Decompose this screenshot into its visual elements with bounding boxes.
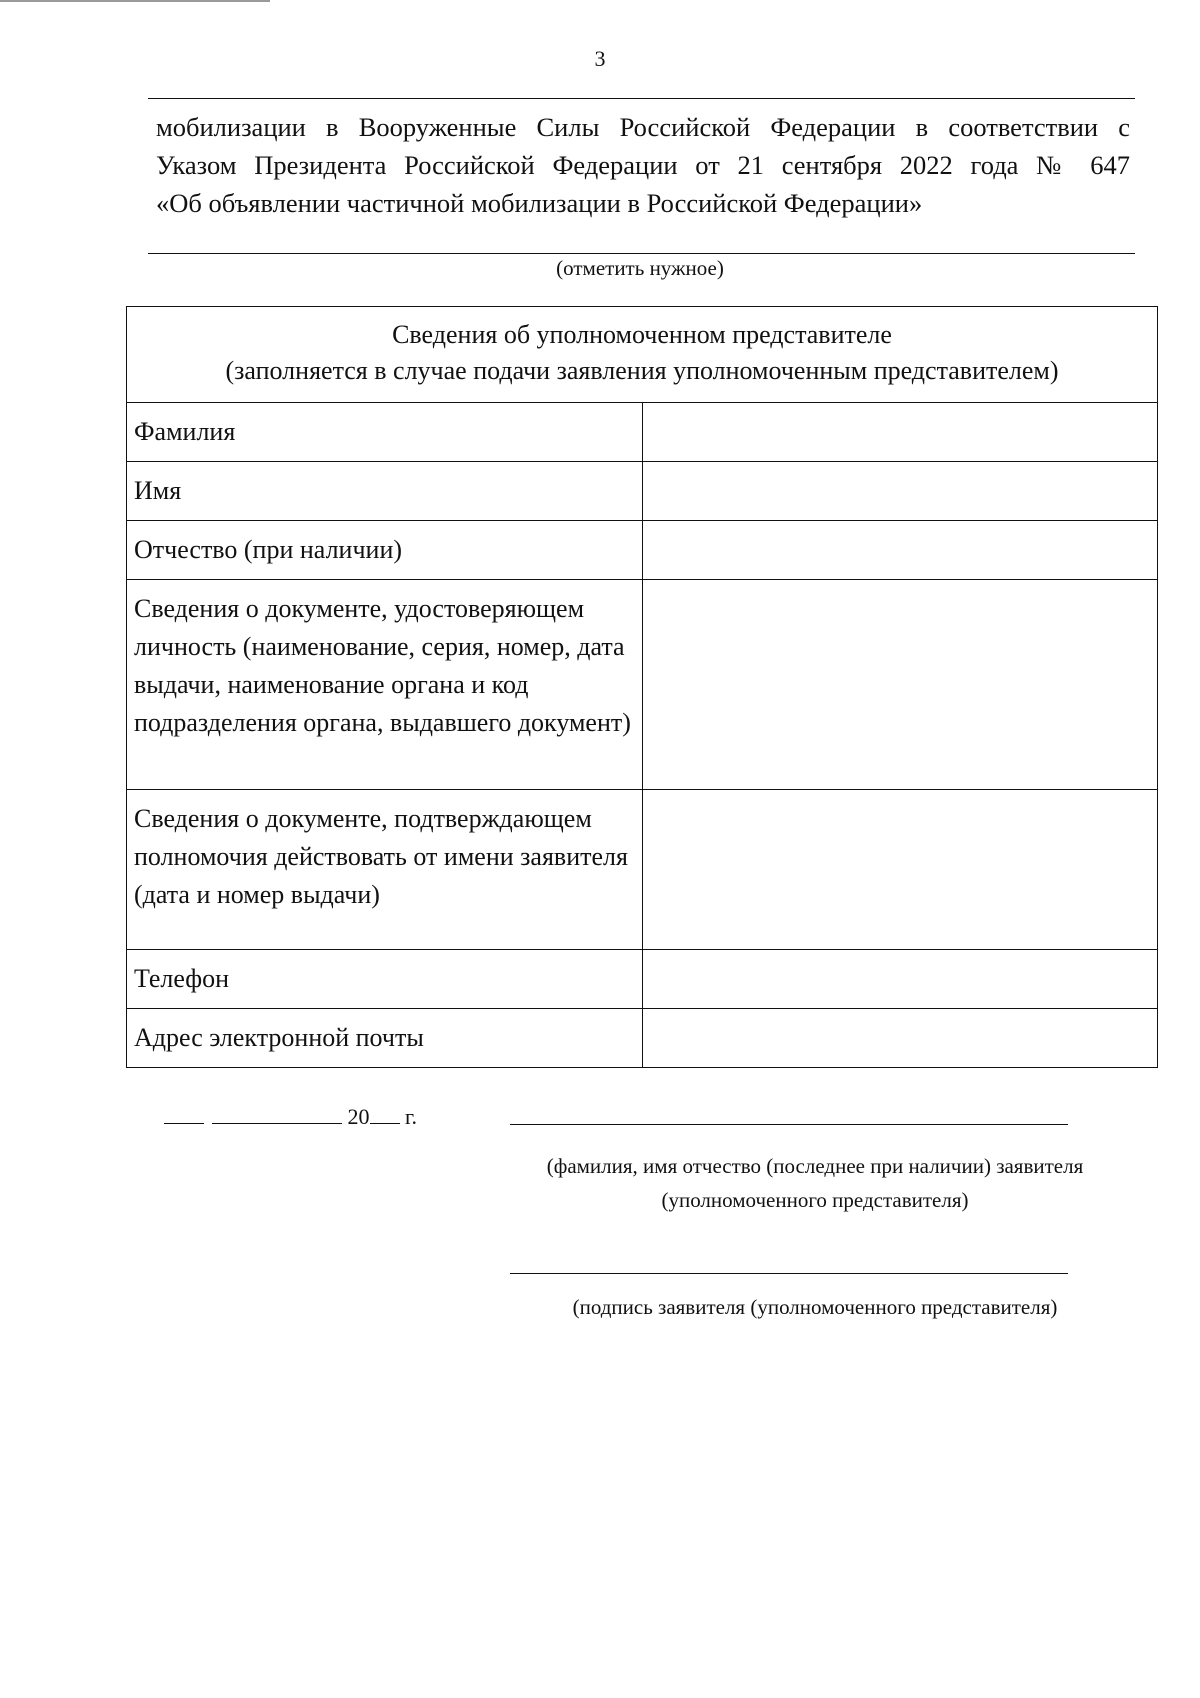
applicant-name-caption-line: (уполномоченного представителя)	[661, 1188, 969, 1212]
table-header-title: Сведения об уполномоченном представителе	[392, 320, 892, 349]
year-blank[interactable]	[370, 1101, 400, 1124]
table-row	[127, 580, 1158, 790]
day-blank[interactable]	[164, 1101, 204, 1124]
table-row	[127, 1009, 1158, 1068]
row-label-phone: Телефон	[127, 950, 643, 1009]
signature-caption: (подпись заявителя (уполномоченного представителя)	[572, 1295, 1058, 1319]
email-field[interactable]	[642, 1009, 1158, 1068]
date-line	[164, 1101, 417, 1130]
intro-line: Указом Президента Российской Федерации от 21 сентября 2022 года № 647	[156, 150, 1130, 180]
surname-field[interactable]	[642, 403, 1158, 462]
top-fill-line	[148, 98, 1135, 99]
table-row	[127, 521, 1158, 580]
year-suffix: г.	[399, 1104, 418, 1129]
intro-paragraph	[156, 108, 1130, 222]
row-label-authority-document: Сведения о документе, подтверждающем полномочия действовать от имени заявителя (дата и номер выдачи)	[127, 790, 643, 950]
intro-line: «Об объявлении частичной мобилизации в Российской Федерации»	[156, 188, 923, 218]
table-row	[127, 403, 1158, 462]
year-prefix: 20	[347, 1104, 370, 1129]
applicant-name-line[interactable]	[510, 1124, 1068, 1125]
row-label-name: Имя	[127, 462, 643, 521]
name-field[interactable]	[642, 462, 1158, 521]
identity-document-field[interactable]	[642, 580, 1158, 790]
table-header	[127, 307, 1158, 403]
table-row	[127, 790, 1158, 950]
phone-field[interactable]	[642, 950, 1158, 1009]
authority-document-field[interactable]	[642, 790, 1158, 950]
table-header-row	[127, 307, 1158, 403]
table-row	[127, 950, 1158, 1009]
table-row	[127, 462, 1158, 521]
representative-table	[126, 306, 1158, 1068]
applicant-name-caption	[440, 1149, 1190, 1217]
row-label-email: Адрес электронной почты	[127, 1009, 643, 1068]
signature-line[interactable]	[510, 1273, 1068, 1274]
mark-fill-line[interactable]	[148, 253, 1135, 254]
mark-caption: (отметить нужное)	[556, 256, 724, 280]
applicant-name-caption-line: (фамилия, имя отчество (последнее при наличии) заявителя	[546, 1154, 1084, 1178]
row-label-identity-document: Сведения о документе, удостоверяющем личность (наименование, серия, номер, дата выдачи, наименование органа и код подразделения органа, выдавшего документ)	[127, 580, 643, 790]
intro-line: мобилизации в Вооруженные Силы Российской Федерации в соответствии с	[156, 112, 1130, 142]
scan-artifact-line	[0, 0, 270, 2]
patronymic-field[interactable]	[642, 521, 1158, 580]
month-blank[interactable]	[212, 1101, 342, 1124]
row-label-surname: Фамилия	[127, 403, 643, 462]
table-header-note: (заполняется в случае подачи заявления уполномоченным представителем)	[225, 356, 1059, 385]
row-label-patronymic: Отчество (при наличии)	[127, 521, 643, 580]
page-number: 3	[594, 46, 606, 71]
